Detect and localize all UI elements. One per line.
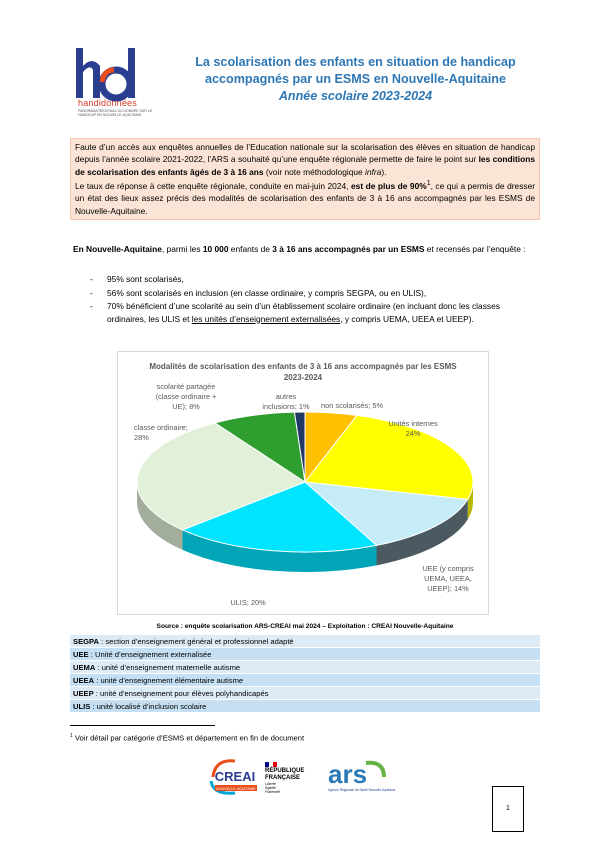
summary-lead: En Nouvelle-Aquitaine, parmi les 10 000 enfants de 3 à 16 ans accompagnés par un ESMS et recensés par l’enquête : — [73, 244, 526, 254]
list-item: - 56% sont scolarisés en inclusion (en classe ordinaire, y compris SEGPA, ou en ULIS), — [90, 287, 427, 298]
logo-tagline: PANORAMA RÉGIONAL DU DONNÉE SUR LE HANDICAP EN NOUVELLE-AQUITAINE — [78, 109, 153, 117]
list-item: - 70% bénéficient d’une scolarité au sein d’un établissement scolaire ordinaire (en incluant donc les classes ordinaires, les ULIS et les unités d’enseignement externalisées, y compris UEMA, UEEA et UEEP). — [90, 301, 500, 324]
footnote-ref[interactable]: 1 — [426, 180, 431, 188]
label-uee-3: UEEP); 14% — [427, 584, 469, 593]
label-autres-1: autres — [275, 392, 297, 401]
rf-flag — [265, 762, 277, 767]
label-scolarite-partagee-1: scolarité partagée — [156, 382, 216, 391]
intro-paragraph-2: Le taux de réponse à cette enquête régionale, conduite en mai-juin 2024, est de plus de 90%$^1$, ce qui a permis de dresser un état des lieux assez précis des modalités de scolarisation des enfants de 3 à 16 ans accompagnés par les ESMS de Nouvelle-Aquitaine. — [75, 180, 536, 216]
intro-paragraph-1: Faute d’un accès aux enquêtes annuelles de l’Education nationale sur la scolarisation des élèves en situation de handicap depuis l’année scolaire 2021-2022, l’ARS a souhaité qu’une enquête régionale permette de faire le point sur les conditions de scolarisation des enfants âgés de 3 à 16 ans (voir note méthodologique infra). — [75, 142, 535, 177]
svg-text:Agence Régionale de Santé Nouv: Agence Régionale de Santé Nouvelle-Aquitaine — [328, 788, 396, 792]
label-classe-ordinaire-name: classe ordinaire; — [134, 423, 188, 432]
title-line-3: Année scolaire 2023-2024 — [278, 89, 433, 103]
uee-link[interactable]: les unités d’enseignement externalisées — [191, 313, 341, 324]
title-line-1: La scolarisation des enfants en situation de handicap — [195, 55, 516, 69]
label-uee-2: UEMA, UEEA, — [424, 574, 472, 583]
footnote-separator — [70, 725, 215, 726]
svg-text:ars: ars — [328, 759, 368, 789]
intro-box — [70, 138, 540, 220]
label-non-scolarises: non scolarisés; 5% — [321, 401, 384, 410]
glossary-row: SEGPA : section d’enseignement général et professionnel adapté — [70, 635, 540, 648]
pie-chart-svg — [118, 352, 488, 614]
ars-logo — [326, 757, 396, 799]
glossary-row: ULIS : unité localisé d’inclusion scolaire — [70, 700, 540, 713]
page-number: 1 — [506, 805, 510, 812]
glossary-row: UEEA : unité d’enseignement élémentaire autisme — [70, 674, 540, 687]
label-scolarite-partagee-2: (classe ordinaire + — [155, 392, 217, 401]
page-number-box — [492, 786, 524, 832]
page-title — [168, 54, 543, 105]
summary-bullets — [90, 273, 540, 326]
chart-title-2: 2023-2024 — [283, 373, 323, 382]
svg-text:CREAI: CREAI — [214, 769, 256, 784]
list-item: - 95% sont scolarisés, — [90, 274, 184, 284]
svg-text:NOUVELLE-AQUITAINE: NOUVELLE-AQUITAINE — [216, 787, 256, 791]
label-scolarite-partagee-3: UE); 8% — [172, 402, 200, 411]
glossary-row: UEE : Unité d’enseignement externalisée — [70, 648, 540, 661]
logo-wordmark: handidonnées — [78, 98, 137, 108]
pie-chart — [117, 351, 489, 615]
glossary-table — [70, 635, 540, 713]
chart-title-1: Modalités de scolarisation des enfants de 3 à 16 ans accompagnés par les ESMS — [149, 362, 457, 371]
glossary-row: UEEP : unité d’enseignement pour élèves polyhandicapés — [70, 687, 540, 700]
republique-francaise-logo: RÉPUBLIQUE FRANÇAISE Liberté Égalité Fraternité — [265, 762, 317, 792]
label-unites-internes-name: Unités internes — [388, 419, 438, 428]
creai-logo — [205, 755, 265, 799]
label-autres-2: inclusions; 1% — [262, 402, 310, 411]
title-line-2: accompagnés par un ESMS en Nouvelle-Aquitaine — [205, 72, 506, 86]
chart-source: Source : enquête scolarisation ARS-CREAI mai 2024 – Exploitation : CREAI Nouvelle-Aquitaine — [156, 623, 454, 630]
label-classe-ordinaire-value: 28% — [134, 433, 149, 442]
footnote: $^1$ Voir détail par catégorie d’ESMS et département en fin de document — [70, 733, 305, 743]
glossary-row: UEMA : unité d’enseignement maternelle autisme — [70, 661, 540, 674]
label-unites-internes-value: 24% — [405, 429, 421, 438]
label-uee-1: UEE (y compris — [422, 564, 474, 573]
label-ulis: ULIS; 20% — [230, 598, 266, 607]
